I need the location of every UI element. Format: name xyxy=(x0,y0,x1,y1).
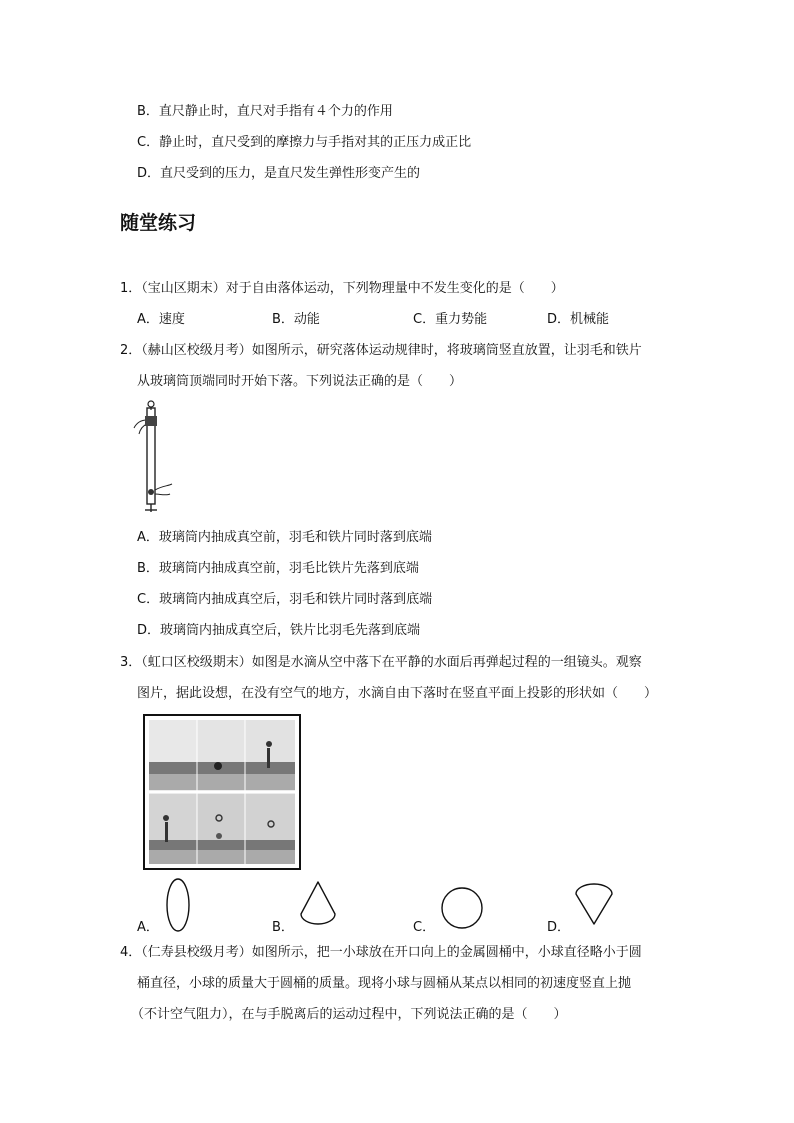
teardrop-up-shape-icon xyxy=(298,880,338,926)
q1-stem: 1．（宝山区期末）对于自由落体运动，下列物理量中不发生变化的是（ ） xyxy=(120,281,564,296)
prev-option-b: B．直尺静止时，直尺对手指有４个力的作用 xyxy=(137,104,393,119)
q4-stem-line-1: 4．（仁寿县校级月考）如图所示，把一小球放在开口向上的金属圆桶中，小球直径略小于圆 xyxy=(120,945,642,960)
q2-option-b: B．玻璃筒内抽成真空前，羽毛比铁片先落到底端 xyxy=(137,561,419,576)
q3-option-c-label: C． xyxy=(413,920,436,935)
prev-option-c: C．静止时，直尺受到的摩擦力与手指对其的正压力成正比 xyxy=(137,135,472,150)
q2-option-c: C．玻璃筒内抽成真空后，羽毛和铁片同时落到底端 xyxy=(137,592,433,607)
q2-stem-line-2: 从玻璃筒顶端同时开始下落。下列说法正确的是（ ） xyxy=(137,374,463,389)
q4-stem-line-3: （不计空气阻力），在与手脱离后的运动过程中，下列说法正确的是（ ） xyxy=(131,1007,567,1022)
q1-option-b: B．动能 xyxy=(272,312,320,327)
q1-option-a: A．速度 xyxy=(137,312,185,327)
q3-option-d-label: D． xyxy=(547,920,571,935)
q2-option-a: A．玻璃筒内抽成真空前，羽毛和铁片同时落到底端 xyxy=(137,530,432,545)
water-drop-photo-grid xyxy=(143,714,301,870)
circle-shape-icon xyxy=(440,886,484,930)
glass-tube-figure xyxy=(130,398,178,516)
q3-stem-line-2: 图片，据此设想，在没有空气的地方，水滴自由下落时在竖直平面上投影的形状如（ ） xyxy=(137,686,658,701)
ellipse-shape-icon xyxy=(165,877,191,933)
q3-option-b-label: B． xyxy=(272,920,294,935)
q1-option-c: C．重力势能 xyxy=(413,312,488,327)
q4-stem-line-2: 桶直径，小球的质量大于圆桶的质量。现将小球与圆桶从某点以相同的初速度竖直上抛 xyxy=(137,976,632,991)
q2-option-d: D．玻璃筒内抽成真空后，铁片比羽毛先落到底端 xyxy=(137,623,421,638)
section-title: 随堂练习 xyxy=(120,212,197,234)
q3-option-a-label: A． xyxy=(137,920,159,935)
q1-option-d: D．机械能 xyxy=(547,312,610,327)
q3-stem-line-1: 3．（虹口区校级期末）如图是水滴从空中落下在平静的水面后再弹起过程的一组镜头。观察 xyxy=(120,655,642,670)
teardrop-down-shape-icon xyxy=(573,882,615,926)
prev-option-d: D．直尺受到的压力，是直尺发生弹性形变产生的 xyxy=(137,166,421,181)
q2-stem-line-1: 2．（赫山区校级月考）如图所示，研究落体运动规律时，将玻璃筒竖直放置，让羽毛和铁片 xyxy=(120,343,642,358)
